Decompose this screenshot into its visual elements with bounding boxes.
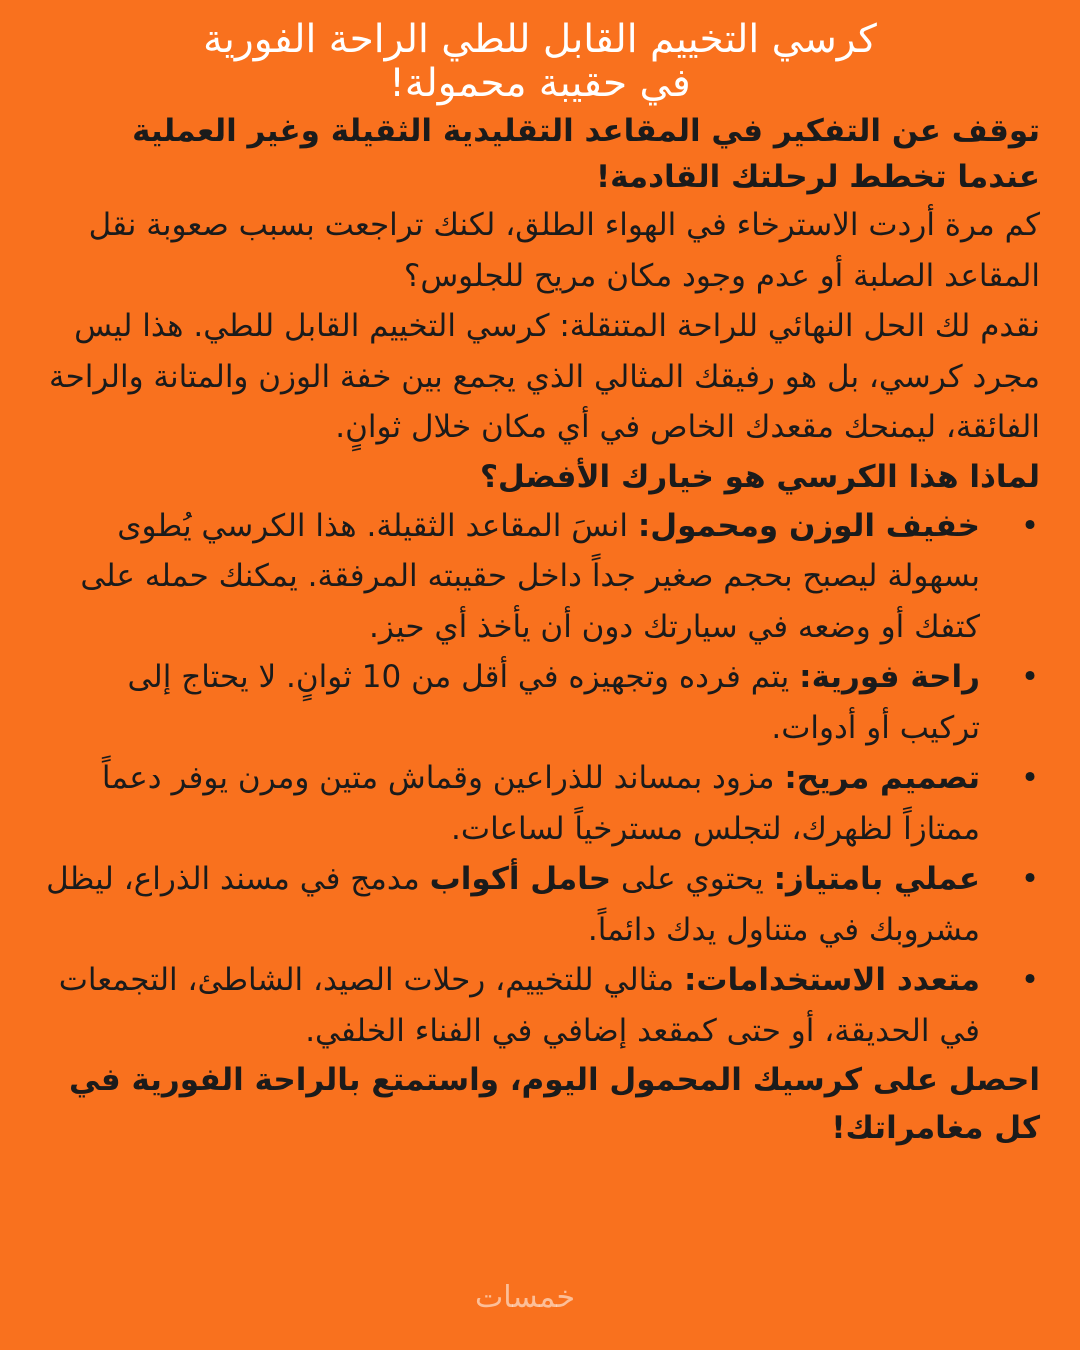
feature-item-comfortable-design	[40, 753, 1040, 854]
call-to-action: احصل على كرسيك المحمول اليوم، واستمتع بالراحة الفورية في كل مغامراتك!	[69, 1062, 1040, 1146]
intro-paragraph-1: كم مرة أردت الاسترخاء في الهواء الطلق، لكنك تراجعت بسبب صعوبة نقل المقاعد الصلبة أو عدم وجود مكان مريح للجلوس؟	[88, 207, 1040, 294]
page-title	[40, 18, 1040, 106]
feature-text: انسَ المقاعد الثقيلة. هذا الكرسي يُطوى بسهولة ليصبح بحجم صغير جداً داخل حقيبته المرفقة. يمكنك حمله على كتفك أو وضعه في سيارتك دون أن يأخذ أي حيز.	[80, 507, 980, 645]
feature-item-multipurpose	[40, 955, 1040, 1056]
title-line-1: كرسي التخييم القابل للطي الراحة الفورية	[203, 17, 877, 62]
intro-paragraph-2: نقدم لك الحل النهائي للراحة المتنقلة: كرسي التخييم القابل للطي. هذا ليس مجرد كرسي، بل هو رفيقك المثالي الذي يجمع بين خفة الوزن والمتانة والراحة الفائقة، ليمنحك مقعدك الخاص في أي مكان خلال ثوانٍ.	[49, 308, 1040, 445]
feature-text: مثالي للتخييم، رحلات الصيد، الشاطئ، التجمعات في الحديقة، أو حتى كمقعد إضافي في الفناء الخلفي.	[58, 962, 980, 1049]
title-line-2: في حقيبة محمولة!	[389, 61, 691, 106]
feature-item-practical	[40, 854, 1040, 955]
feature-item-instant-comfort	[40, 652, 1040, 753]
bullet-icon: •	[1020, 861, 1040, 897]
feature-text: يتم فرده وتجهيزه في أقل من 10 ثوانٍ. لا يحتاج إلى تركيب أو أدوات.	[127, 659, 980, 746]
feature-title: متعدد الاستخدامات:	[683, 962, 980, 998]
feature-item-lightweight	[40, 501, 1040, 653]
feature-text-before: يحتوي على	[611, 861, 774, 897]
feature-text: مزود بمساند للذراعين وقماش متين ومرن يوفر دعماً ممتازاً لظهرك، لتجلس مسترخياً لساعات.	[101, 760, 980, 847]
bullet-icon: •	[1020, 962, 1040, 998]
feature-text-after: مدمج في مسند الذراع، ليظل مشروبك في متناول يدك دائماً.	[46, 861, 980, 948]
feature-title: خفيف الوزن ومحمول:	[637, 507, 980, 544]
bullet-icon: •	[1020, 659, 1040, 695]
feature-highlight-cup-holder: حامل أكواب	[429, 861, 612, 897]
intro-heading: توقف عن التفكير في المقاعد التقليدية الثقيلة وغير العملية عندما تخطط لرحلتك القادمة!	[132, 113, 1040, 195]
feature-title: عملي بامتياز:	[773, 861, 980, 897]
feature-title: راحة فورية:	[799, 659, 980, 695]
features-list	[40, 501, 1040, 1057]
bullet-icon: •	[1020, 507, 1040, 544]
bullet-icon: •	[1020, 760, 1040, 796]
feature-title: تصميم مريح:	[784, 760, 980, 796]
watermark-logo: خمسات	[475, 1280, 576, 1315]
features-heading: لماذا هذا الكرسي هو خيارك الأفضل؟	[479, 458, 1040, 495]
